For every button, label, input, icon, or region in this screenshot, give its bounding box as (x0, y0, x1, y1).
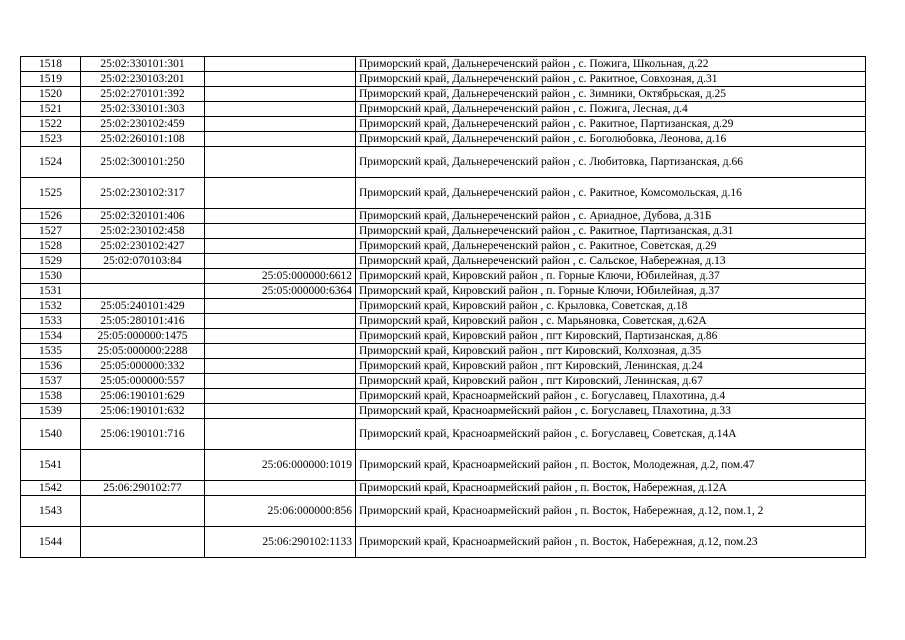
cadastral-number-cell: 25:02:230102:427 (81, 239, 205, 254)
row-number-cell: 1519 (21, 72, 81, 87)
address-cell: Приморский край, Дальнереченский район , с. Ариадное, Дубова, д.31Б (356, 209, 866, 224)
table-row (21, 57, 866, 72)
building-cadastral-number-cell (205, 57, 356, 72)
row-number-cell: 1539 (21, 404, 81, 419)
building-cadastral-number-cell (205, 224, 356, 239)
address-cell: Приморский край, Красноармейский район , с. Богуславец, Плахотина, д.4 (356, 389, 866, 404)
row-number-cell: 1531 (21, 284, 81, 299)
building-cadastral-number-cell (205, 209, 356, 224)
cadastral-number-cell: 25:02:330101:301 (81, 57, 205, 72)
cadastral-number-cell: 25:05:000000:2288 (81, 344, 205, 359)
cadastral-number-cell: 25:06:290102:77 (81, 481, 205, 496)
address-cell: Приморский край, Кировский район , п. Горные Ключи, Юбилейная, д.37 (356, 269, 866, 284)
table-row (21, 419, 866, 450)
cadastral-number-cell: 25:05:000000:557 (81, 374, 205, 389)
building-cadastral-number-cell (205, 344, 356, 359)
table-row (21, 450, 866, 481)
cadastral-number-cell: 25:05:280101:416 (81, 314, 205, 329)
building-cadastral-number-cell (205, 329, 356, 344)
table-row (21, 404, 866, 419)
row-number-cell: 1541 (21, 450, 81, 481)
row-number-cell: 1544 (21, 527, 81, 558)
building-cadastral-number-cell (205, 239, 356, 254)
address-cell: Приморский край, Кировский район , пгт Кировский, Колхозная, д.35 (356, 344, 866, 359)
table-row (21, 284, 866, 299)
building-cadastral-number-cell (205, 147, 356, 178)
table-row (21, 72, 866, 87)
building-cadastral-number-cell (205, 374, 356, 389)
address-cell: Приморский край, Дальнереченский район , с. Пожига, Лесная, д.4 (356, 102, 866, 117)
table-body (21, 57, 866, 558)
building-cadastral-number-cell (205, 117, 356, 132)
cadastral-number-cell: 25:06:190101:632 (81, 404, 205, 419)
cadastral-number-cell (81, 496, 205, 527)
address-cell: Приморский край, Дальнереченский район , с. Пожига, Школьная, д.22 (356, 57, 866, 72)
cadastral-number-cell: 25:02:260101:108 (81, 132, 205, 147)
address-cell: Приморский край, Дальнереченский район , с. Ракитное, Комсомольская, д.16 (356, 178, 866, 209)
address-cell: Приморский край, Кировский район , с. Крыловка, Советская, д.18 (356, 299, 866, 314)
cadastral-number-cell (81, 450, 205, 481)
address-cell: Приморский край, Красноармейский район , п. Восток, Набережная, д.12, пом.1, 2 (356, 496, 866, 527)
table-row (21, 496, 866, 527)
row-number-cell: 1523 (21, 132, 81, 147)
cadastral-number-cell: 25:06:190101:716 (81, 419, 205, 450)
cadastral-number-cell: 25:02:300101:250 (81, 147, 205, 178)
address-cell: Приморский край, Красноармейский район , п. Восток, Набережная, д.12А (356, 481, 866, 496)
address-cell: Приморский край, Дальнереченский район , с. Зимники, Октябрьская, д.25 (356, 87, 866, 102)
address-cell: Приморский край, Дальнереченский район , с. Ракитное, Партизанская, д.31 (356, 224, 866, 239)
table-row (21, 374, 866, 389)
building-cadastral-number-cell (205, 481, 356, 496)
address-cell: Приморский край, Кировский район , пгт Кировский, Ленинская, д.24 (356, 359, 866, 374)
row-number-cell: 1526 (21, 209, 81, 224)
table-row (21, 224, 866, 239)
building-cadastral-number-cell (205, 102, 356, 117)
cadastral-number-cell (81, 269, 205, 284)
building-cadastral-number-cell (205, 419, 356, 450)
address-cell: Приморский край, Кировский район , пгт Кировский, Партизанская, д.86 (356, 329, 866, 344)
cadastral-number-cell: 25:02:230102:458 (81, 224, 205, 239)
building-cadastral-number-cell (205, 359, 356, 374)
building-cadastral-number-cell (205, 299, 356, 314)
building-cadastral-number-cell (205, 72, 356, 87)
table-row (21, 314, 866, 329)
table-row (21, 87, 866, 102)
address-cell: Приморский край, Дальнереченский район , с. Сальское, Набережная, д.13 (356, 254, 866, 269)
address-cell: Приморский край, Красноармейский район , п. Восток, Набережная, д.12, пом.23 (356, 527, 866, 558)
table-row (21, 254, 866, 269)
row-number-cell: 1538 (21, 389, 81, 404)
building-cadastral-number-cell (205, 178, 356, 209)
table-row (21, 329, 866, 344)
building-cadastral-number-cell: 25:05:000000:6364 (205, 284, 356, 299)
address-cell: Приморский край, Красноармейский район , п. Восток, Молодежная, д.2, пом.47 (356, 450, 866, 481)
building-cadastral-number-cell (205, 132, 356, 147)
address-cell: Приморский край, Кировский район , пгт Кировский, Ленинская, д.67 (356, 374, 866, 389)
table-row (21, 178, 866, 209)
address-cell: Приморский край, Кировский район , с. Марьяновка, Советская, д.62А (356, 314, 866, 329)
table-row (21, 389, 866, 404)
building-cadastral-number-cell: 25:06:290102:1133 (205, 527, 356, 558)
cadastral-number-cell: 25:05:000000:332 (81, 359, 205, 374)
cadastral-number-cell (81, 527, 205, 558)
building-cadastral-number-cell (205, 389, 356, 404)
row-number-cell: 1530 (21, 269, 81, 284)
table-row (21, 269, 866, 284)
row-number-cell: 1537 (21, 374, 81, 389)
table-row (21, 299, 866, 314)
cadastral-number-cell: 25:02:230103:201 (81, 72, 205, 87)
address-cell: Приморский край, Дальнереченский район , с. Ракитное, Совхозная, д.31 (356, 72, 866, 87)
row-number-cell: 1527 (21, 224, 81, 239)
table-row (21, 117, 866, 132)
cadastral-number-cell (81, 284, 205, 299)
cadastral-number-cell: 25:02:320101:406 (81, 209, 205, 224)
address-cell: Приморский край, Красноармейский район , с. Богуславец, Советская, д.14А (356, 419, 866, 450)
table-row (21, 209, 866, 224)
building-cadastral-number-cell: 25:05:000000:6612 (205, 269, 356, 284)
address-cell: Приморский край, Красноармейский район , с. Богуславец, Плахотина, д.33 (356, 404, 866, 419)
row-number-cell: 1532 (21, 299, 81, 314)
row-number-cell: 1529 (21, 254, 81, 269)
property-register-table (20, 56, 866, 558)
table-row (21, 239, 866, 254)
row-number-cell: 1521 (21, 102, 81, 117)
address-cell: Приморский край, Дальнереченский район , с. Ракитное, Партизанская, д.29 (356, 117, 866, 132)
table-row (21, 527, 866, 558)
table-row (21, 359, 866, 374)
address-cell: Приморский край, Дальнереченский район , с. Боголюбовка, Леонова, д.16 (356, 132, 866, 147)
building-cadastral-number-cell (205, 87, 356, 102)
building-cadastral-number-cell: 25:06:000000:1019 (205, 450, 356, 481)
cadastral-number-cell: 25:02:230102:459 (81, 117, 205, 132)
cadastral-number-cell: 25:02:230102:317 (81, 178, 205, 209)
row-number-cell: 1542 (21, 481, 81, 496)
building-cadastral-number-cell (205, 314, 356, 329)
cadastral-number-cell: 25:05:000000:1475 (81, 329, 205, 344)
row-number-cell: 1536 (21, 359, 81, 374)
table-row (21, 147, 866, 178)
row-number-cell: 1543 (21, 496, 81, 527)
row-number-cell: 1520 (21, 87, 81, 102)
cadastral-number-cell: 25:02:270101:392 (81, 87, 205, 102)
cadastral-number-cell: 25:02:070103:84 (81, 254, 205, 269)
row-number-cell: 1535 (21, 344, 81, 359)
row-number-cell: 1518 (21, 57, 81, 72)
row-number-cell: 1524 (21, 147, 81, 178)
building-cadastral-number-cell (205, 254, 356, 269)
row-number-cell: 1528 (21, 239, 81, 254)
cadastral-number-cell: 25:05:240101:429 (81, 299, 205, 314)
row-number-cell: 1534 (21, 329, 81, 344)
address-cell: Приморский край, Дальнереченский район , с. Любитовка, Партизанская, д.66 (356, 147, 866, 178)
row-number-cell: 1533 (21, 314, 81, 329)
building-cadastral-number-cell (205, 404, 356, 419)
address-cell: Приморский край, Дальнереченский район , с. Ракитное, Советская, д.29 (356, 239, 866, 254)
row-number-cell: 1525 (21, 178, 81, 209)
cadastral-number-cell: 25:02:330101:303 (81, 102, 205, 117)
building-cadastral-number-cell: 25:06:000000:856 (205, 496, 356, 527)
row-number-cell: 1522 (21, 117, 81, 132)
cadastral-number-cell: 25:06:190101:629 (81, 389, 205, 404)
table-row (21, 132, 866, 147)
address-cell: Приморский край, Кировский район , п. Горные Ключи, Юбилейная, д.37 (356, 284, 866, 299)
table-row (21, 344, 866, 359)
row-number-cell: 1540 (21, 419, 81, 450)
table-row (21, 481, 866, 496)
table-row (21, 102, 866, 117)
